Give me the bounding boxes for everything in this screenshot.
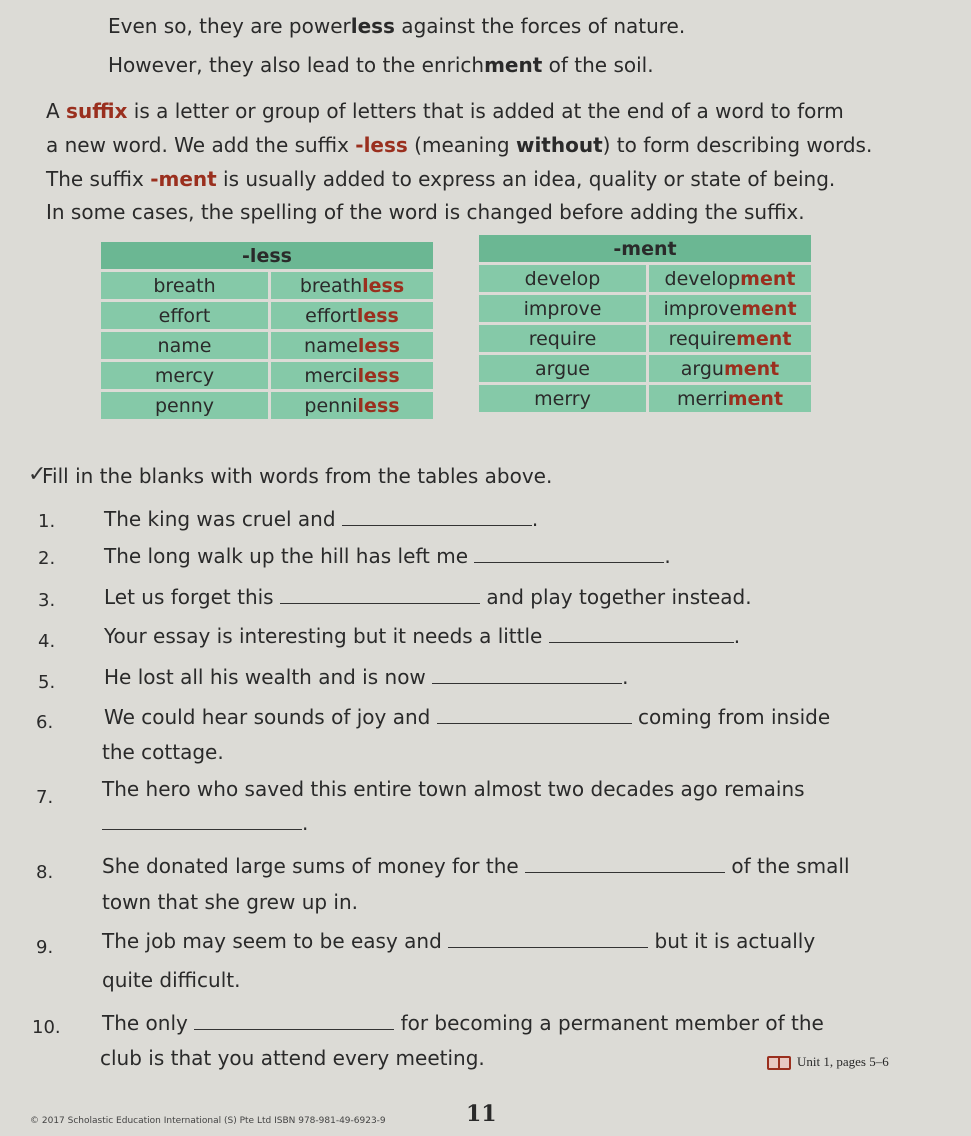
table-row bbox=[479, 385, 811, 412]
checkmark-icon: ✓ bbox=[28, 462, 47, 487]
question-3: Let us forget this and play together instead. bbox=[104, 585, 752, 609]
answer-blank[interactable] bbox=[194, 1011, 394, 1030]
answer-blank[interactable] bbox=[102, 811, 302, 830]
table-row bbox=[101, 332, 433, 359]
question-1: The king was cruel and . bbox=[104, 507, 539, 531]
base-word: name bbox=[101, 332, 268, 359]
answer-blank[interactable] bbox=[342, 507, 532, 526]
question-7-continued: . bbox=[102, 810, 308, 836]
question-9: The job may seem to be easy and but it is actually bbox=[102, 929, 816, 953]
question-number: 8. bbox=[36, 862, 54, 883]
keyword-suffix: suffix bbox=[66, 99, 128, 123]
answer-blank[interactable] bbox=[437, 705, 632, 724]
table-row bbox=[479, 325, 811, 352]
base-word: develop bbox=[479, 265, 646, 292]
base-word: require bbox=[479, 325, 646, 352]
derived-word: penniless bbox=[271, 392, 433, 419]
explanation-line-2: a new word. We add the suffix -less (meaning without) to form describing words. bbox=[46, 133, 873, 157]
question-number: 2. bbox=[38, 548, 56, 569]
question-number: 7. bbox=[36, 787, 54, 808]
answer-blank[interactable] bbox=[525, 854, 725, 873]
question-number: 3. bbox=[38, 590, 56, 611]
derived-word: merriment bbox=[649, 385, 811, 412]
question-8: She donated large sums of money for the of the small bbox=[102, 854, 850, 878]
derived-word: merciless bbox=[271, 362, 433, 389]
question-8-continued: town that she grew up in. bbox=[102, 890, 359, 914]
less-table bbox=[98, 239, 436, 422]
derived-word: breathless bbox=[271, 272, 433, 299]
unit-reference: Unit 1, pages 5–6 bbox=[767, 1054, 889, 1070]
derived-word: effortless bbox=[271, 302, 433, 329]
table-row bbox=[479, 355, 811, 382]
ment-table-header: -ment bbox=[479, 235, 811, 262]
question-number: 6. bbox=[36, 712, 54, 733]
less-table-header: -less bbox=[101, 242, 433, 269]
base-word: mercy bbox=[101, 362, 268, 389]
table-row bbox=[101, 272, 433, 299]
derived-word: improvement bbox=[649, 295, 811, 322]
derived-word: argument bbox=[649, 355, 811, 382]
question-10-continued: club is that you attend every meeting. bbox=[100, 1046, 485, 1070]
question-5: He lost all his wealth and is now . bbox=[104, 665, 629, 689]
explanation-line-3: The suffix -ment is usually added to express an idea, quality or state of being. bbox=[46, 167, 836, 191]
explanation-line-1: A suffix is a letter or group of letters that is added at the end of a word to form bbox=[46, 99, 844, 123]
example-sentence-1: Even so, they are powerless against the forces of nature. bbox=[108, 14, 686, 38]
question-number: 4. bbox=[38, 631, 56, 652]
base-word: merry bbox=[479, 385, 646, 412]
table-row bbox=[479, 265, 811, 292]
workbook-icon bbox=[767, 1056, 791, 1070]
ment-table bbox=[476, 232, 814, 415]
question-2: The long walk up the hill has left me . bbox=[104, 544, 671, 568]
copyright-footer: © 2017 Scholastic Education International (S) Pte Ltd ISBN 978-981-49-6923-9 bbox=[30, 1116, 386, 1126]
question-number: 10. bbox=[32, 1017, 61, 1038]
example-sentence-2: However, they also lead to the enrichment of the soil. bbox=[108, 53, 654, 77]
instruction: Fill in the blanks with words from the tables above. bbox=[42, 464, 553, 488]
table-row bbox=[101, 362, 433, 389]
answer-blank[interactable] bbox=[448, 929, 648, 948]
question-4: Your essay is interesting but it needs a little . bbox=[104, 624, 741, 648]
base-word: improve bbox=[479, 295, 646, 322]
derived-word: nameless bbox=[271, 332, 433, 359]
explanation-line-4: In some cases, the spelling of the word is changed before adding the suffix. bbox=[46, 200, 805, 224]
derived-word: development bbox=[649, 265, 811, 292]
answer-blank[interactable] bbox=[432, 665, 622, 684]
base-word: breath bbox=[101, 272, 268, 299]
base-word: argue bbox=[479, 355, 646, 382]
answer-blank[interactable] bbox=[549, 624, 734, 643]
answer-blank[interactable] bbox=[474, 544, 664, 563]
question-10: The only for becoming a permanent member of the bbox=[102, 1011, 824, 1035]
page-number: 11 bbox=[466, 1101, 497, 1127]
table-row bbox=[101, 392, 433, 419]
question-6: We could hear sounds of joy and coming from inside bbox=[104, 705, 831, 729]
question-6-continued: the cottage. bbox=[102, 740, 224, 764]
answer-blank[interactable] bbox=[280, 585, 480, 604]
question-9-continued: quite difficult. bbox=[102, 968, 241, 992]
question-number: 1. bbox=[38, 511, 56, 532]
question-7: The hero who saved this entire town almost two decades ago remains bbox=[102, 777, 805, 801]
base-word: penny bbox=[101, 392, 268, 419]
table-row bbox=[479, 295, 811, 322]
base-word: effort bbox=[101, 302, 268, 329]
question-number: 5. bbox=[38, 672, 56, 693]
question-number: 9. bbox=[36, 937, 54, 958]
table-row bbox=[101, 302, 433, 329]
derived-word: requirement bbox=[649, 325, 811, 352]
